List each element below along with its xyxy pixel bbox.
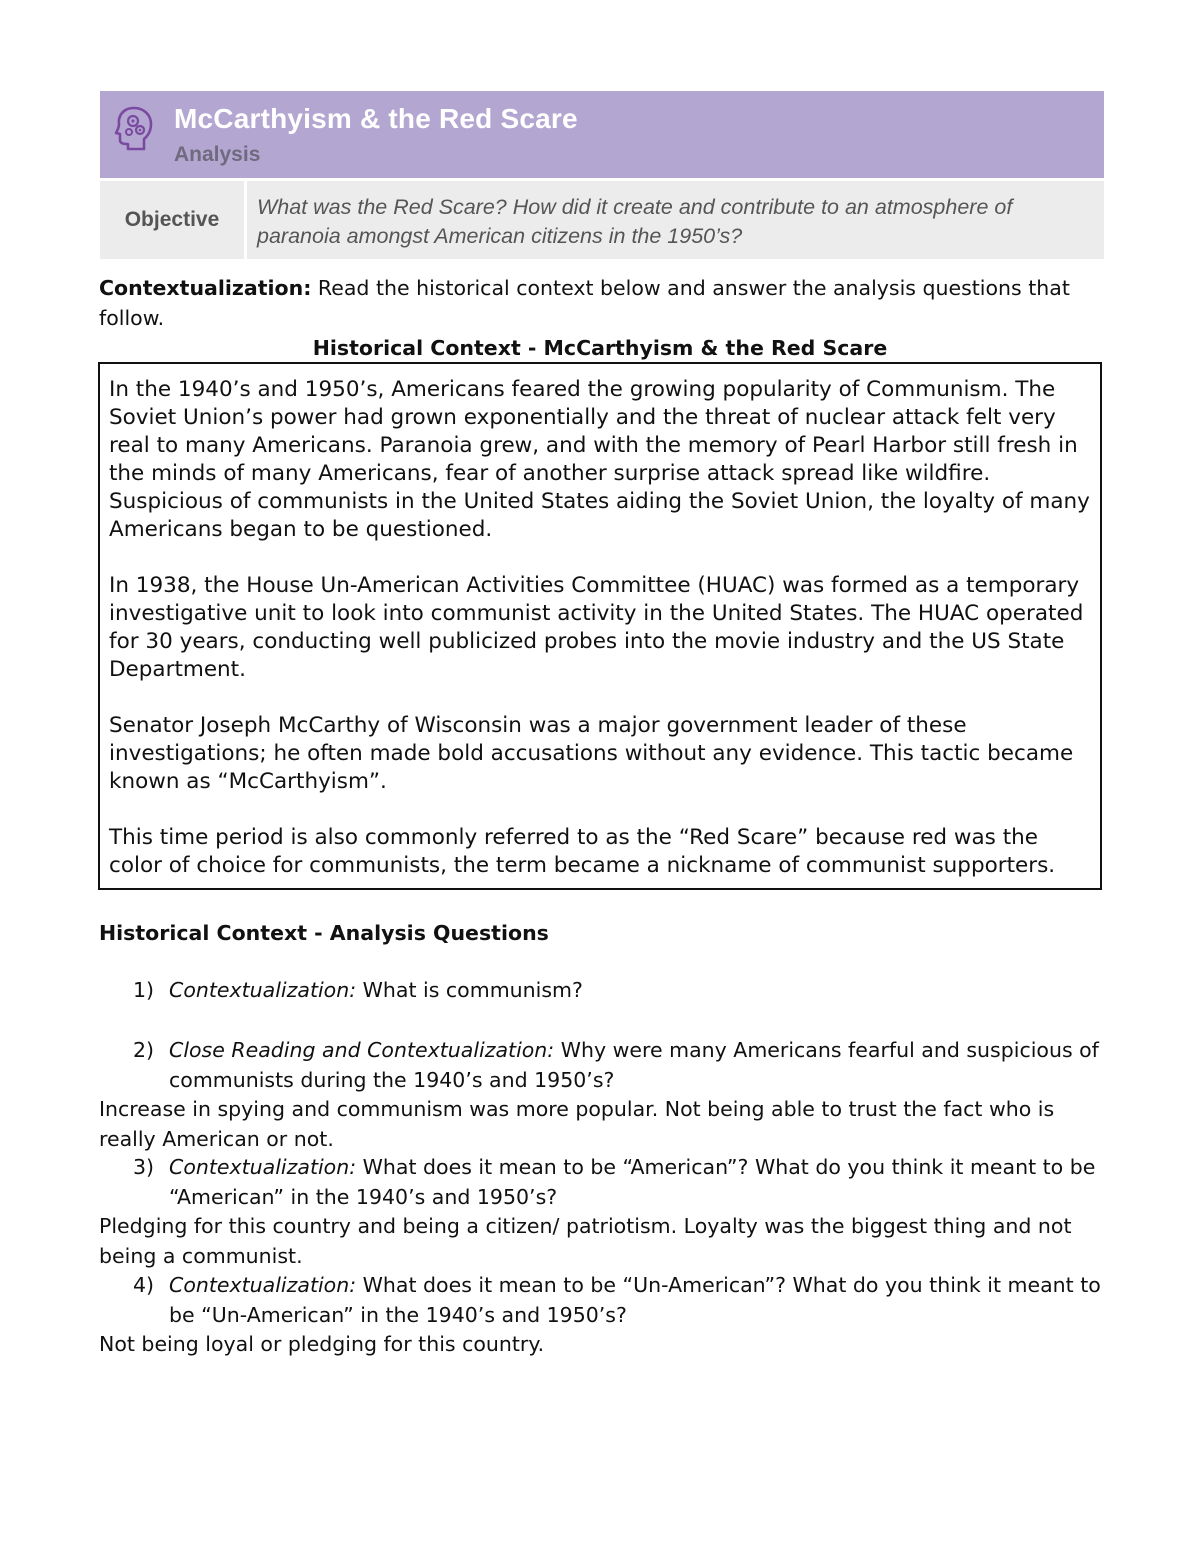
header-banner: [100, 91, 1104, 178]
contextualization-label: Contextualization:: [99, 276, 312, 300]
question-1: [99, 976, 1104, 1006]
question-prompt: What does it mean to be “Un-American”? What do you think it meant to be “Un-American” in the 1940’s and 1950’s?: [169, 1273, 1101, 1327]
question-4: [99, 1271, 1104, 1330]
question-number: 1): [133, 978, 155, 1002]
head-gears-icon: [114, 105, 154, 151]
question-number: 4): [133, 1273, 155, 1297]
question-skill: Contextualization:: [169, 1155, 357, 1179]
context-paragraph: This time period is also commonly referred to as the “Red Scare” because red was the color of choice for communists, the term became a nickname of communist supporters.: [109, 825, 1056, 878]
objective-text: What was the Red Scare? How did it create and contribute to an atmosphere of paranoia amongst American citizens in the 1950’s?: [247, 181, 1104, 259]
answer-2: Increase in spying and communism was more popular. Not being able to trust the fact who is really American or not.: [99, 1097, 1055, 1151]
question-prompt: Why were many Americans fearful and suspicious of communists during the 1940’s and 1950’s?: [169, 1038, 1099, 1092]
question-text: [169, 1153, 1104, 1212]
question-text: [169, 976, 1104, 1006]
contextualization-instructions: [99, 273, 1099, 333]
contextualization-text: Read the historical context below and answer the analysis questions that follow.: [99, 276, 1070, 330]
question-skill: Contextualization:: [169, 978, 357, 1002]
context-paragraph: In the 1940’s and 1950’s, Americans feared the growing popularity of Communism. The Soviet Union’s power had grown exponentially and the threat of nuclear attack felt very real to many Americans. Paranoia grew, and with the memory of Pearl Harbor still fresh in the minds of many Americans, fear of another surprise attack spread like wildfire. Suspicious of communists in the United States aiding the Soviet Union, the loyalty of many Americans began to be questioned.: [109, 377, 1090, 542]
question-skill: Close Reading and Contextualization:: [169, 1038, 555, 1062]
context-paragraph: Senator Joseph McCarthy of Wisconsin was a major government leader of these investigations; he often made bold accusations without any evidence. This tactic became known as “McCarthyism”.: [109, 713, 1074, 794]
answer-4: Not being loyal or pledging for this country.: [99, 1332, 545, 1356]
question-2: [99, 1036, 1104, 1095]
question-prompt: What is communism?: [356, 978, 583, 1002]
question-prompt: What does it mean to be “American”? What do you think it meant to be “American” in the 1940’s and 1950’s?: [169, 1155, 1096, 1209]
historical-context-title: Historical Context - McCarthyism & the Red Scare: [312, 336, 888, 360]
question-text: [169, 1271, 1104, 1330]
objective-label: Objective: [100, 181, 244, 259]
context-paragraph: In 1938, the House Un-American Activities Committee (HUAC) was formed as a temporary investigative unit to look into communist activity in the United States. The HUAC operated for 30 years, conducting well publicized probes into the movie industry and the US State Department.: [109, 573, 1084, 682]
historical-context-box: [98, 362, 1102, 890]
question-text: [169, 1036, 1104, 1095]
question-skill: Contextualization:: [169, 1273, 357, 1297]
question-number: 3): [133, 1155, 155, 1179]
objective-row: [100, 181, 1104, 259]
page-title: McCarthyism & the Red Scare: [174, 103, 578, 134]
answer-3: Pledging for this country and being a citizen/ patriotism. Loyalty was the biggest thing and not being a communist.: [99, 1214, 1072, 1268]
analysis-questions-title: Historical Context - Analysis Questions: [99, 921, 549, 945]
question-3: [99, 1153, 1104, 1212]
page-subtitle: Analysis: [174, 143, 261, 166]
question-number: 2): [133, 1038, 155, 1062]
